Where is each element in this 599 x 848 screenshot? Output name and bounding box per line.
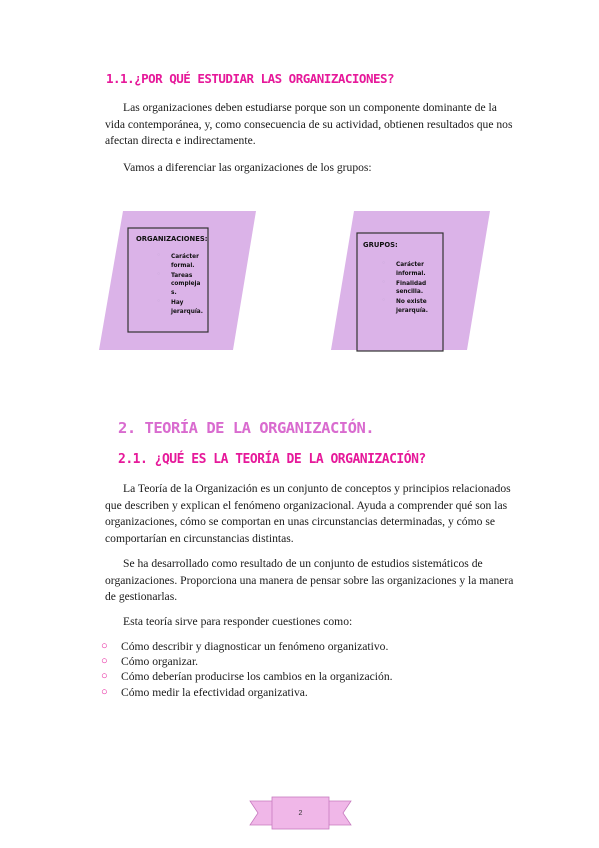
circle-bullet-icon: ○ bbox=[101, 655, 108, 668]
diagram-left-item: ○ Carácter formal. bbox=[157, 253, 199, 269]
section-heading-1-1: 1.1.¿POR QUÉ ESTUDIAR LAS ORGANIZACIONES? bbox=[106, 71, 395, 86]
paragraph-desarrollo: Se ha desarrollado como resultado de un conjunto de estudios sistemáticos de organizaciones. Proporciona una manera de pensar sobre las organizaciones y la manera de gestionarlas. bbox=[105, 557, 514, 603]
circle-bullet-icon: ○ bbox=[101, 640, 108, 652]
paragraph-diferenciar: Vamos a diferenciar las organizaciones de los grupos: bbox=[123, 161, 372, 174]
page-number: 2 bbox=[298, 810, 303, 817]
section-heading-2-1: 2.1. ¿QUÉ ES LA TEORÍA DE LA ORGANIZACIÓN? bbox=[118, 452, 426, 467]
diagram-left-list bbox=[157, 253, 205, 318]
questions-list bbox=[101, 639, 521, 700]
circle-bullet-icon: ○ bbox=[101, 670, 108, 683]
list-item: ○ Cómo deberían producirse los cambios en la organización. bbox=[101, 670, 393, 684]
paragraph-intro: Las organizaciones deben estudiarse porque son un componente dominante de la vida contemporánea, y, como consecuencia de su actividad, obtienen resultados que nos afectan directa e indirectamente. bbox=[105, 101, 513, 147]
diagram-left-title: ORGANIZACIONES: bbox=[136, 235, 208, 243]
list-item: ○ Cómo organizar. bbox=[101, 655, 199, 669]
list-item: ○ Cómo medir la efectividad organizativa. bbox=[101, 685, 308, 699]
diagram-right-item: ○ Carácter informal. bbox=[382, 261, 426, 277]
section-heading-2: 2. TEORÍA DE LA ORGANIZACIÓN. bbox=[118, 419, 375, 437]
list-item: ○ Cómo describir y diagnosticar un fenómeno organizativo. bbox=[101, 640, 389, 653]
diagram-right-item: ○ No existe jerarquía. bbox=[382, 298, 428, 314]
diagram-right-list bbox=[382, 261, 430, 317]
paragraph-cuestiones: Esta teoría sirve para responder cuestiones como: bbox=[123, 615, 353, 628]
diagram-right-title: GRUPOS: bbox=[363, 241, 398, 249]
diagram-right-item: ○ Finalidad sencilla. bbox=[382, 279, 427, 296]
diagram-left-item: ○ Tareas compleja s. bbox=[157, 271, 201, 297]
circle-bullet-icon: ○ bbox=[101, 685, 108, 698]
diagram-left-item: ○ Hay jerarquía. bbox=[157, 298, 203, 315]
paragraph-definicion: La Teoría de la Organización es un conjunto de conceptos y principios relacionados que describen y explican el fenómeno organizacional. Ayuda a comprender qué son las organizaciones, cómo se comportan en unas circunstancias determinadas, y cómo se comportarían en circunstancias distintas. bbox=[105, 482, 511, 545]
